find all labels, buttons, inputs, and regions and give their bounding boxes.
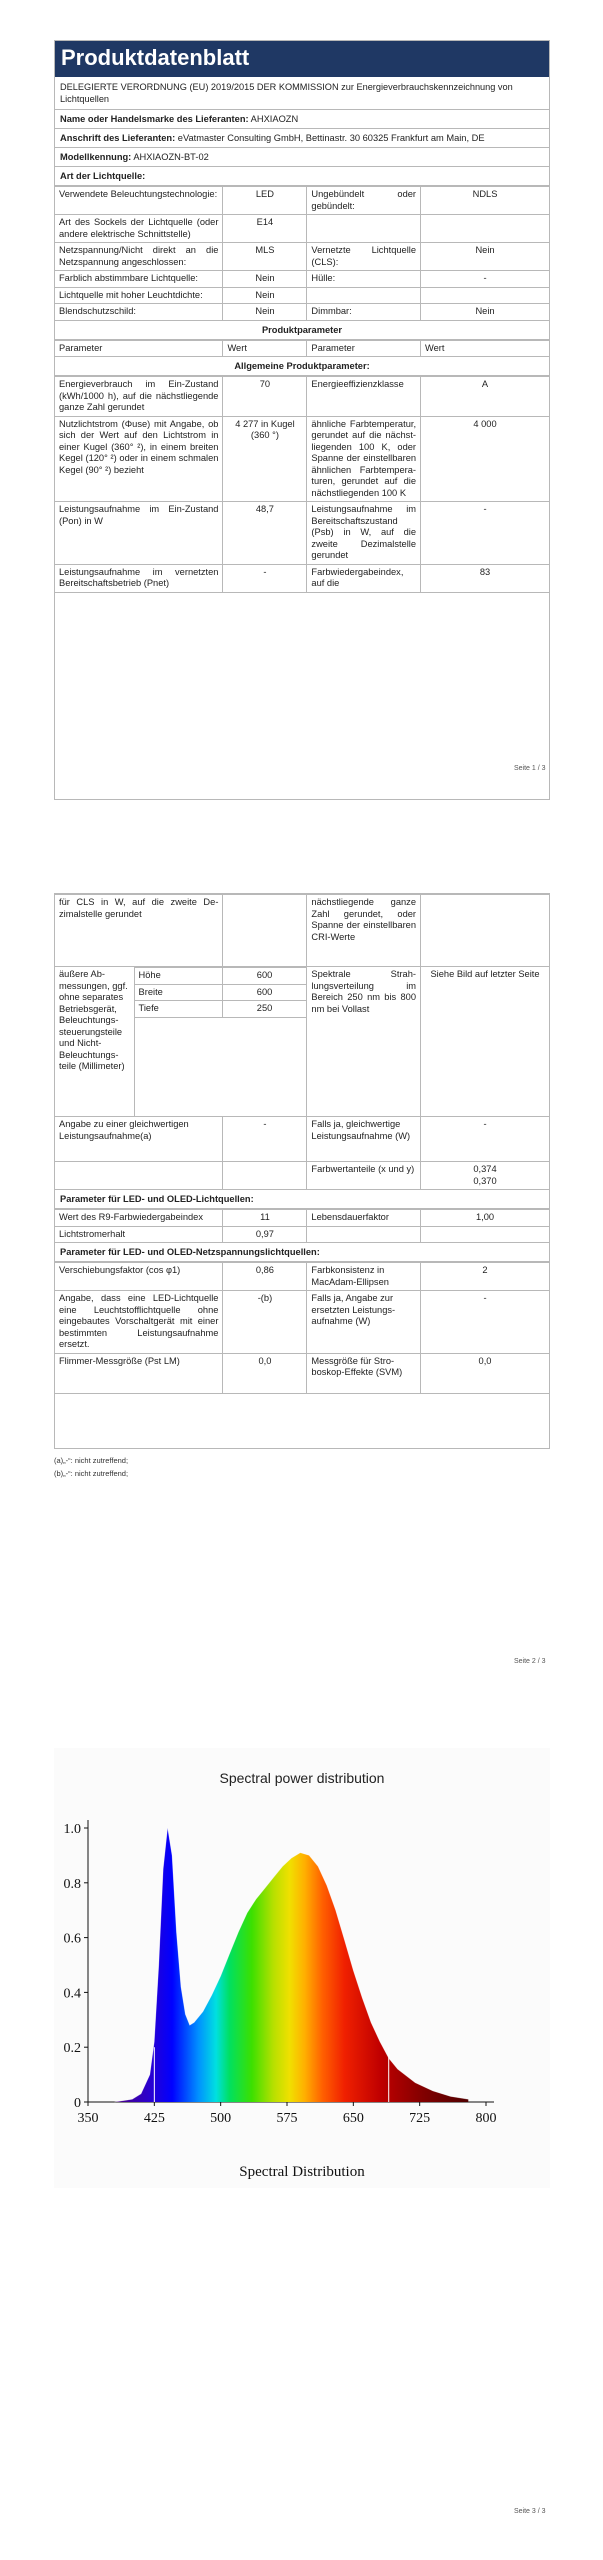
supplier-name-row (55, 110, 549, 129)
ls-right-value: NDLS (421, 187, 549, 215)
supplier-address-label: Anschrift des Lieferanten: (60, 133, 176, 143)
stroboscopic-value: 0,0 (421, 1353, 549, 1393)
light-source-row (55, 271, 549, 288)
replacement-claim-label: Angabe, dass eine LED-Lichtquelle eine Leuchtstofflichtquelle ohne eingebautes Vorschaltgerät mit einer bestimmten Leistungsaufnahme ersetzt. (55, 1291, 223, 1354)
x-tick-label: 350 (77, 2111, 99, 2126)
page-number-2: Seite 2 / 3 (514, 1658, 546, 1665)
general-params-table (55, 376, 549, 593)
col-header-value: Wert (223, 340, 307, 357)
chromaticity-values (421, 1162, 549, 1190)
dimension-row (135, 968, 307, 985)
gen-right-value: 4 000 (421, 416, 549, 502)
ls-right-label: Dimmbar: (307, 304, 421, 321)
general-param-row (55, 377, 549, 417)
y-tick-label: 1.0 (63, 1822, 81, 1837)
dimension-row (135, 1001, 307, 1018)
ls-right-label: Vernetzte Lichtquelle (CLS): (307, 243, 421, 271)
col-header-param-2: Parameter (307, 340, 421, 357)
cri-label-cont: nächstliegende ganze Zahl gerundet, oder Spanne der einstellbaren CRI-Werte (307, 895, 421, 967)
supplier-address: eVatmaster Consulting GmbH, Bettinastr. 30 60325 Frankfurt am Main, DE (177, 133, 485, 143)
supplier-name-label: Name oder Handelsmarke des Lieferanten: (60, 114, 249, 124)
color-consistency-label: Farbkonsistenz in MacAdam-Ellipsen (307, 1263, 421, 1291)
gen-right-label: Leistungsaufnahme im Bereitschaftszustand (Psb) in W, auf die zweite Dezimalstelle gerundet (307, 502, 421, 565)
dimension-value: 600 (222, 984, 306, 1001)
light-source-table (55, 186, 549, 321)
supplier-name: AHXIAOZN (250, 114, 299, 124)
datasheet-frame-page-2 (54, 893, 550, 1449)
gen-left-value: 48,7 (223, 502, 307, 565)
r9-label: Wert des R9-Farbwiedergabeindex (55, 1210, 223, 1227)
spectrum-area (115, 1828, 469, 2102)
flux-maintenance-label: Lichtstromerhalt (55, 1226, 223, 1243)
lifetime-factor-value: 1,00 (421, 1210, 549, 1227)
gen-left-value: 4 277 in Kugel (360 °) (223, 416, 307, 502)
ls-right-label: Hülle: (307, 271, 421, 288)
x-tick-label: 575 (276, 2111, 298, 2126)
ls-left-label: Farblich abstimmbare Lichtquelle: (55, 271, 223, 288)
equiv-power-label-text: Angabe zu einer gleichwertigen Leistungsaufnahme(a) (59, 1119, 189, 1141)
chart-title: Spectral power distribution (219, 1770, 385, 1786)
spectral-value: Siehe Bild auf letzter Seite (421, 967, 549, 1117)
flicker-value: 0,0 (223, 1353, 307, 1393)
ls-left-value: E14 (223, 215, 307, 243)
ls-left-label: Blendschutzschild: (55, 304, 223, 321)
ls-left-value: LED (223, 187, 307, 215)
datasheet-frame-page-1 (54, 40, 550, 800)
document-title: Produktdatenblatt (55, 41, 549, 77)
dimensions-label: äußere Abmessungen, ggf. ohne separates Betriebsgerät, Beleuchtungssteuerungsteile und Nicht-Beleuchtungsteile (Millimeter) (55, 967, 134, 1117)
y-tick-label: 0.8 (63, 1876, 81, 1892)
light-source-row (55, 304, 549, 321)
dimension-value: 600 (222, 968, 306, 985)
general-param-row (55, 502, 549, 565)
spectral-chart (54, 1748, 550, 2188)
flux-maintenance-value: 0,97 (223, 1226, 307, 1243)
ls-right-label: Ungebündelt oder gebündelt: (307, 187, 421, 215)
gen-right-value: - (421, 502, 549, 565)
footnote-b: (b)„-“: nicht zutreffend; (54, 1469, 129, 1478)
x-tick-label: 800 (475, 2111, 497, 2126)
mains-params-heading: Parameter für LED- und OLED-Netzspannungslichtquellen: (55, 1243, 549, 1262)
x-tick-label: 650 (342, 2111, 364, 2126)
gen-right-label: Energieeffizienzklasse (307, 377, 421, 417)
page-number-1: Seite 1 / 3 (514, 765, 546, 772)
gen-left-label: Leistungsaufnahme im vernetzten Bereitschaftsbetrieb (Pnet) (55, 564, 223, 592)
stroboscopic-label: Messgröße für Stroboskop-Effekte (SVM) (307, 1353, 421, 1393)
ls-left-label: Lichtquelle mit hoher Leuchtdichte: (55, 287, 223, 304)
led-params-heading: Parameter für LED- und OLED-Lichtquellen: (55, 1190, 549, 1209)
gen-right-label: Farbwiedergabeindex, auf die (307, 564, 421, 592)
dimension-name: Höhe (135, 968, 223, 985)
chromaticity-label: Farbwertanteile (x und y) (307, 1162, 421, 1190)
ls-right-value (421, 287, 549, 304)
light-source-row (55, 215, 549, 243)
light-source-row (55, 287, 549, 304)
continued-table (55, 894, 549, 1190)
gen-left-label: Leistungsaufnahme im Ein-Zustand (Pon) in W (55, 502, 223, 565)
col-header-value-2: Wert (421, 340, 549, 357)
ls-right-label (307, 215, 421, 243)
ls-left-value: Nein (223, 304, 307, 321)
empty-cell (223, 1162, 307, 1190)
dimensions-cell (134, 967, 307, 1117)
chart-x-label: Spectral Distribution (239, 2164, 365, 2180)
x-tick-label: 425 (143, 2111, 165, 2126)
ls-right-label (307, 287, 421, 304)
gen-right-label: ähnliche Farbtemperatur, gerundet auf die nächstliegenden 100 K, oder Spanne der einstellbaren ähnlichen Farbtemperaturen, gerundet auf die nächstliegenden 100 K (307, 416, 421, 502)
regulation-text: DELEGIERTE VERORDNUNG (EU) 2019/2015 DER KOMMISSION zur Energieverbrauchskennzeichnung von Lichtquellen (55, 77, 549, 110)
y-tick-label: 0 (74, 2096, 81, 2111)
dimensions-table (135, 967, 307, 1018)
dimension-value: 250 (222, 1001, 306, 1018)
dimension-name: Breite (135, 984, 223, 1001)
empty-cell (421, 895, 549, 967)
empty-cell (55, 1162, 223, 1190)
shift-factor-value: 0,86 (223, 1263, 307, 1291)
ls-left-label: Verwendete Beleuchtungstechnologie: (55, 187, 223, 215)
gen-left-value: 70 (223, 377, 307, 417)
y-tick-label: 0.4 (63, 1986, 81, 2002)
y-tick-label: 0.2 (63, 2041, 81, 2057)
model-id: AHXIAOZN-BT-02 (133, 152, 209, 162)
light-source-type-heading: Art der Lichtquelle: (55, 167, 549, 186)
x-tick-label: 500 (210, 2111, 232, 2126)
ls-left-label: Art des Sockels der Lichtquelle (oder andere elektrische Schnittstelle) (55, 215, 223, 243)
ls-left-value: Nein (223, 287, 307, 304)
color-consistency-value: 2 (421, 1263, 549, 1291)
ls-right-value (421, 215, 549, 243)
ls-left-label: Netzspannung/Nicht direkt an die Netzspannung angeschlossen: (55, 243, 223, 271)
gen-left-label: Nutzlichtstrom (Φuse) mit Angabe, ob sich der Wert auf den Lichtstrom in einer Kugel (360° ²), in einem breiten Kegel (120° ²) oder in einem schmalen Kegel (90° ²) bezieht (55, 416, 223, 502)
ls-right-value: - (421, 271, 549, 288)
param-header-table (55, 340, 549, 358)
gen-left-label: Energieverbrauch im Ein-Zustand (kWh/1000 h), auf die nächstliegende ganze Zahl gerundet (55, 377, 223, 417)
equiv-power-label (55, 1117, 223, 1162)
chromaticity-x: 0,374 (473, 1164, 497, 1174)
ls-left-value: Nein (223, 271, 307, 288)
gen-right-value: A (421, 377, 549, 417)
spectral-label: Spektrale Strahlungsverteilung im Bereich 250 nm bis 800 nm bei Vollast (307, 967, 421, 1117)
dimension-name: Tiefe (135, 1001, 223, 1018)
y-tick-label: 0.6 (63, 1931, 81, 1947)
replaced-power-label: Falls ja, Angabe zur ersetzten Leistungsaufnahme (W) (307, 1291, 421, 1354)
footnote-a: (a)„-“: nicht zutreffend; (54, 1456, 129, 1465)
supplier-address-row (55, 129, 549, 148)
gen-left-value: - (223, 564, 307, 592)
r9-value: 11 (223, 1210, 307, 1227)
ls-right-value: Nein (421, 304, 549, 321)
spectral-chart-panel (54, 1748, 550, 2188)
model-label: Modellkennung: (60, 152, 132, 162)
empty-cell (223, 895, 307, 967)
page-number-3: Seite 3 / 3 (514, 2508, 546, 2515)
gen-right-value: 83 (421, 564, 549, 592)
shift-factor-label: Verschiebungsfaktor (cos φ1) (55, 1263, 223, 1291)
led-params-table (55, 1209, 549, 1243)
col-header-param: Parameter (55, 340, 223, 357)
equiv-power-r-value: - (421, 1117, 549, 1162)
light-source-row (55, 187, 549, 215)
lifetime-factor-label: Lebensdauerfaktor (307, 1210, 421, 1227)
dimension-row (135, 984, 307, 1001)
ls-left-value: MLS (223, 243, 307, 271)
replaced-power-value: - (421, 1291, 549, 1354)
light-source-row (55, 243, 549, 271)
empty-cell (307, 1226, 421, 1243)
chromaticity-y: 0,370 (473, 1175, 497, 1186)
replacement-claim-value: -(b) (223, 1291, 307, 1354)
product-params-heading: Produktparameter (55, 321, 549, 340)
model-row (55, 148, 549, 167)
general-param-row (55, 416, 549, 502)
cls-standby-label: für CLS in W, auf die zweite Dezimalstelle gerundet (55, 895, 223, 967)
mains-params-table (55, 1262, 549, 1394)
ls-right-value: Nein (421, 243, 549, 271)
flicker-label: Flimmer-Messgröße (Pst LM) (55, 1353, 223, 1393)
general-params-heading: Allgemeine Produktparameter: (55, 357, 549, 376)
x-tick-label: 725 (409, 2111, 431, 2126)
equiv-power-r-label: Falls ja, gleichwertige Leistungsaufnahme (W) (307, 1117, 421, 1162)
equiv-power-value: - (223, 1117, 307, 1162)
general-param-row (55, 564, 549, 592)
empty-cell (421, 1226, 549, 1243)
